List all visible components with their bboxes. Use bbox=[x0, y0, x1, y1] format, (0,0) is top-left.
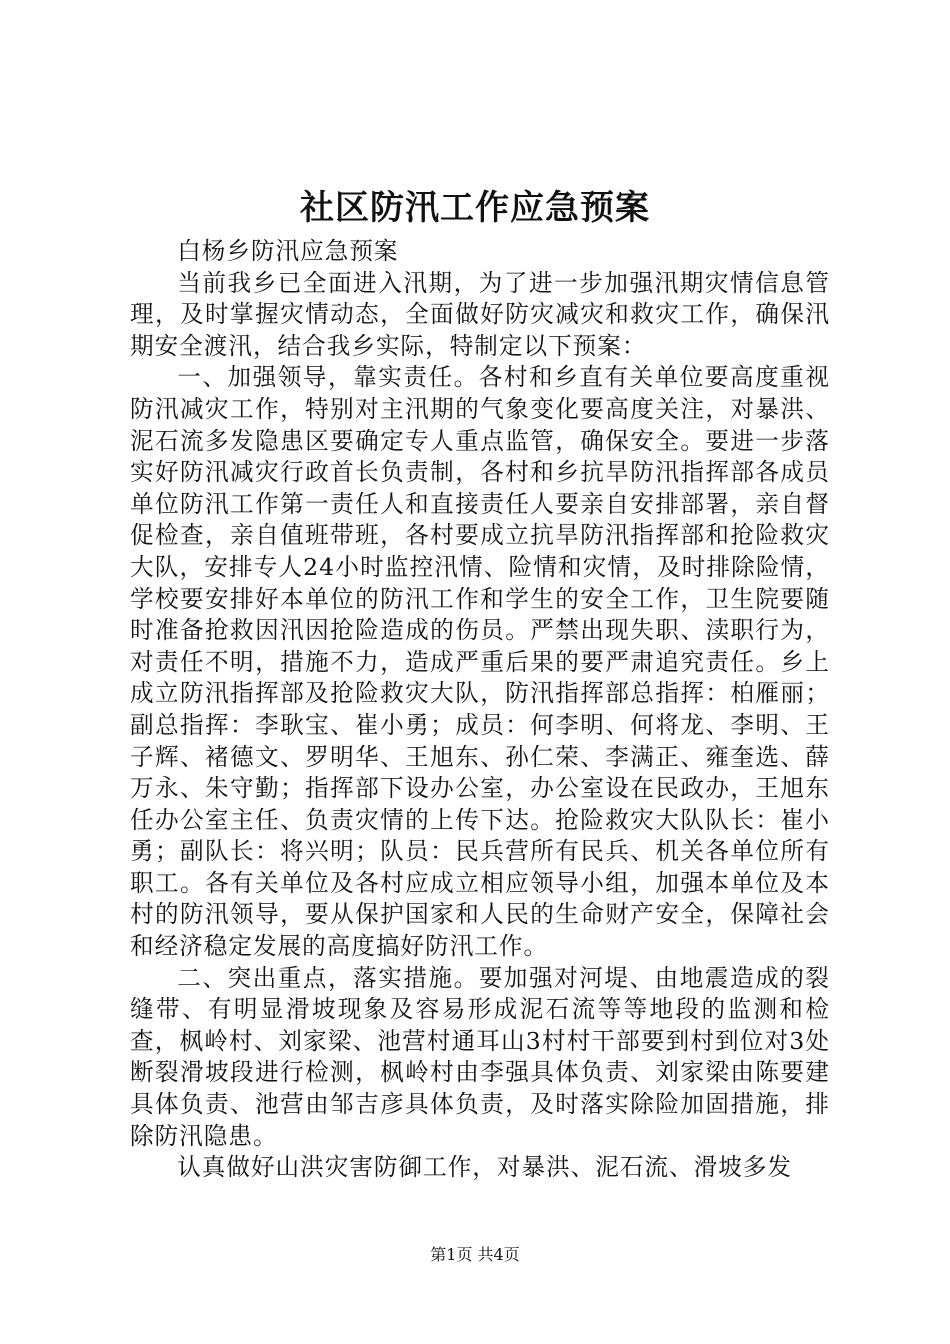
paragraph-intro: 当前我乡已全面进入汛期，为了进一步加强汛期灾情信息管理，及时掌握灾情动态，全面做好防灾减灾和救灾工作，确保汛期安全渡汛，结合我乡实际，特制定以下预案： bbox=[130, 268, 830, 360]
page-number-footer: 第1页 共4页 bbox=[430, 1245, 520, 1264]
paragraph-section-1: 一、加强领导，靠实责任。各村和乡直有关单位要高度重视防汛减灾工作，特别对主汛期的气象变化要高度关注，对暴洪、泥石流多发隐患区要确定专人重点监管，确保安全。要进一步落实好防汛减灾行政首长负责制，各村和乡抗旱防汛指挥部各成员单位防汛工作第一责任人和直接责任人要亲自安排部署，亲自督促检查，亲自值班带班，各村要成立抗旱防汛指挥部和抢险救灾大队，安排专人24小时监控汛情、险情和灾情，及时排除险情，学校要安排好本单位的防汛工作和学生的安全工作，卫生院要随时准备抢救因汛因抢险造成的伤员。严禁出现失职、渎职行为，对责任不明，措施不力，造成严重后果的要严肃追究责任。乡上成立防汛指挥部及抢险救灾大队，防汛指挥部总指挥：柏雁丽；副总指挥：李耿宝、崔小勇；成员：何李明、何将龙、李明、王子辉、褚德文、罗明华、王旭东、孙仁荣、李满正、雍奎选、薛万永、朱守勤；指挥部下设办公室，办公室设在民政办，王旭东任办公室主任、负责灾情的上传下达。抢险救灾大队队长：崔小勇；副队长：将兴明；队员：民兵营所有民兵、机关各单位所有职工。各有关单位及各村应成立相应领导小组，加强本单位及本村的防汛领导，要从保护国家和人民的生命财产安全，保障社会和经济稳定发展的高度搞好防汛工作。 bbox=[130, 363, 830, 961]
document-body bbox=[130, 236, 830, 1184]
document-title: 社区防汛工作应急预案 bbox=[300, 188, 650, 228]
paragraph-section-2: 二、突出重点，落实措施。要加强对河堤、由地震造成的裂缝带、有明显滑坡现象及容易形成泥石流等等地段的监测和检查，枫岭村、刘家梁、池营村通耳山3村村干部要到村到位对3处断裂滑坡段进行检测，枫岭村由李强具体负责、刘家梁由陈要建具体负责、池营由邹吉彦具体负责，及时落实除险加固措施，排除防汛隐患。 bbox=[130, 963, 830, 1150]
paragraph-subtitle: 白杨乡防汛应急预案 bbox=[177, 237, 399, 265]
paragraph-continuation: 认真做好山洪灾害防御工作，对暴洪、泥石流、滑坡多发 bbox=[177, 1153, 793, 1182]
